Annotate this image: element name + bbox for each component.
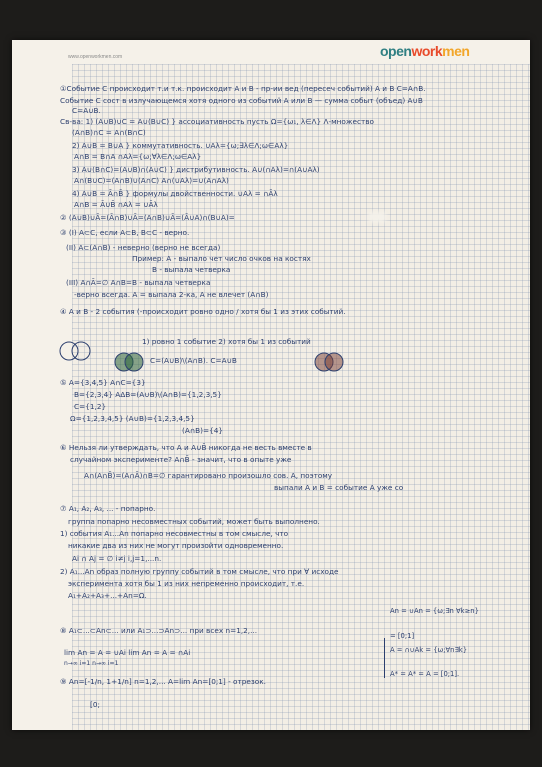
text-line: (A∩B)={4} [182, 426, 224, 435]
text-line: Ai ∩ Aj = ∅ i≠j i,j=1,...n. [72, 554, 162, 563]
text-line: эксперимента хотя бы 1 из них непременно происходит, т.е. [68, 579, 305, 588]
text-line: выпали А и В = событие А уже со [274, 483, 404, 492]
text-line: n→∞ i=1 n→∞ i=1 [64, 660, 119, 667]
text-line: [0; [90, 700, 100, 709]
text-line: A = ∩∪Ak = {ω;∀n∃k} [390, 646, 468, 654]
text-line: ⑦ A₁, A₂, A₃, ... - попарно. [60, 504, 156, 513]
venn-union-diagram [56, 339, 96, 363]
text-line: 2) A∪B = B∪A } коммутативность. ∪Aλ={ω;∃λ∈Λ;ω∈Aλ} [72, 141, 289, 150]
text-line: 1) ровно 1 событие 2) хотя бы 1 из событий [142, 337, 311, 346]
text-line: ⑥ Нельзя ли утверждать, что A и A∪B̄ никогда не весть вместе в [60, 443, 312, 452]
venn-union-shaded-diagram [312, 351, 346, 373]
text-line: никакие два из них не могут произойти одновременно. [68, 541, 284, 550]
text-line: (II) A⊂(A∩B) - неверно (верно не всегда) [66, 243, 221, 252]
text-line: A* = A* = A = [0;1]. [390, 670, 460, 678]
text-line: lim An = A = ∪Ai lim An = A = ∩Ai [64, 648, 191, 657]
text-line: ⑤ A={3,4,5} A∩C={3} [60, 378, 146, 387]
text-line: В - выпала четверка [152, 265, 231, 274]
text-line: группа попарно несовместных событий, может быть выполнено. [68, 517, 320, 526]
venn-symmetric-diff-diagram [112, 351, 146, 373]
text-line: ④ А и В - 2 события (-происходит ровно одно / хотя бы 1 из этих событий. [60, 307, 346, 316]
text-line: случайном эксперименте? A∩B̄ - значит, что в опыте уже [70, 455, 292, 464]
text-line: -верно всегда. А = выпала 2-ка, А не влечет (A∩B) [74, 290, 269, 299]
text-line: ①Событие С происходит т.и т.к. происходит А и В - пр-ии вед (пересеч событий) А и В C=A∩B. [60, 84, 426, 93]
text-line: Событие С сост в излучающемся хотя одного из событий А или В — сумма событ (объед) A∪B [60, 96, 423, 105]
text-line: Св-ва: 1) (A∪B)∪C = A∪(B∪C) } ассоциативность пусть Ω={ω₁, λ∈Λ} Λ-множество [60, 117, 374, 126]
text-line: = [0;1] [390, 632, 415, 640]
text-line: 4) A∪B = Ā∩B̄ } формулы двойственности. ∪Aλ = ∩Āλ [72, 189, 278, 198]
text-line: (A∩B)∩C = A∩(B∩C) [72, 128, 146, 137]
text-line: A∩(B∪C)=(A∩B)∪(A∩C) A∩(∪Aλ)=∪(A∩Aλ) [74, 176, 229, 185]
text-line: ⑨ An=[-1/n, 1+1/n] n=1,2,... A=lim An=[0;1] - отрезок. [60, 677, 266, 686]
text-line: C={1,2} [74, 402, 107, 411]
text-line: 2) A₁...An образ полную группу событий в том смысле, что при ∀ исходе [60, 567, 339, 576]
text-line: A₁+A₂+A₃+...+An=Ω. [68, 591, 147, 600]
text-line: ② (A∪B)∪Ā=(Ā∩B)∪Ā=(A∩B)∪Ā=(Ā∪A)∩(B∪A)= [60, 213, 235, 222]
text-line: 3) A∪(B∩C)=(A∪B)∩(A∪C) } дистрибутивность. A∪(∩Aλ)=∩(A∪Aλ) [72, 165, 320, 174]
text-line: A∩B = B∩A ∩Aλ={ω;∀λ∈Λ;ω∈Aλ} [74, 152, 202, 161]
text-line: Пример: А - выпало чет число очков на костях [132, 254, 311, 263]
text-line: C=A∪B. [72, 106, 101, 115]
notebook-page [12, 40, 530, 730]
text-line: ③ (I) A⊂C, если A⊂B, B⊂C - верно. [60, 228, 190, 237]
smudge [368, 212, 386, 222]
text-line: Ω={1,2,3,4,5} (A∪B)={1,2,3,4,5} [70, 414, 195, 423]
text-line: ⑧ A₁⊂...⊂An⊂... или A₁⊃...⊃An⊃... при всех n=1,2,... [60, 626, 258, 635]
text-line: An = ∪An = {ω;∃n ∀k≥n} [390, 607, 479, 615]
text-line: A∩(A∩B̄)=(A∩Ā)∩B=∅ гарантировано произошло сов. A, поэтому [84, 471, 333, 480]
bracket-line [384, 638, 385, 678]
text-line: B={2,3,4} AΔB=(A∪B)\(A∩B)={1,2,3,5} [74, 390, 222, 399]
logo: openworkmen [380, 43, 470, 59]
text-line: C=(A∪B)\(A∩B). C=A∪B [150, 356, 237, 365]
text-line: 1) события A₁...An попарно несовместны в том смысле, что [60, 529, 289, 538]
page-url: www.openworkmen.com [68, 54, 123, 60]
text-line: (III) A∩Ā=∅ A∩B=В - выпала четверка [66, 278, 211, 287]
text-line: A∩B = Ā∪B̄ ∩Aλ = ∪Āλ [74, 200, 158, 209]
